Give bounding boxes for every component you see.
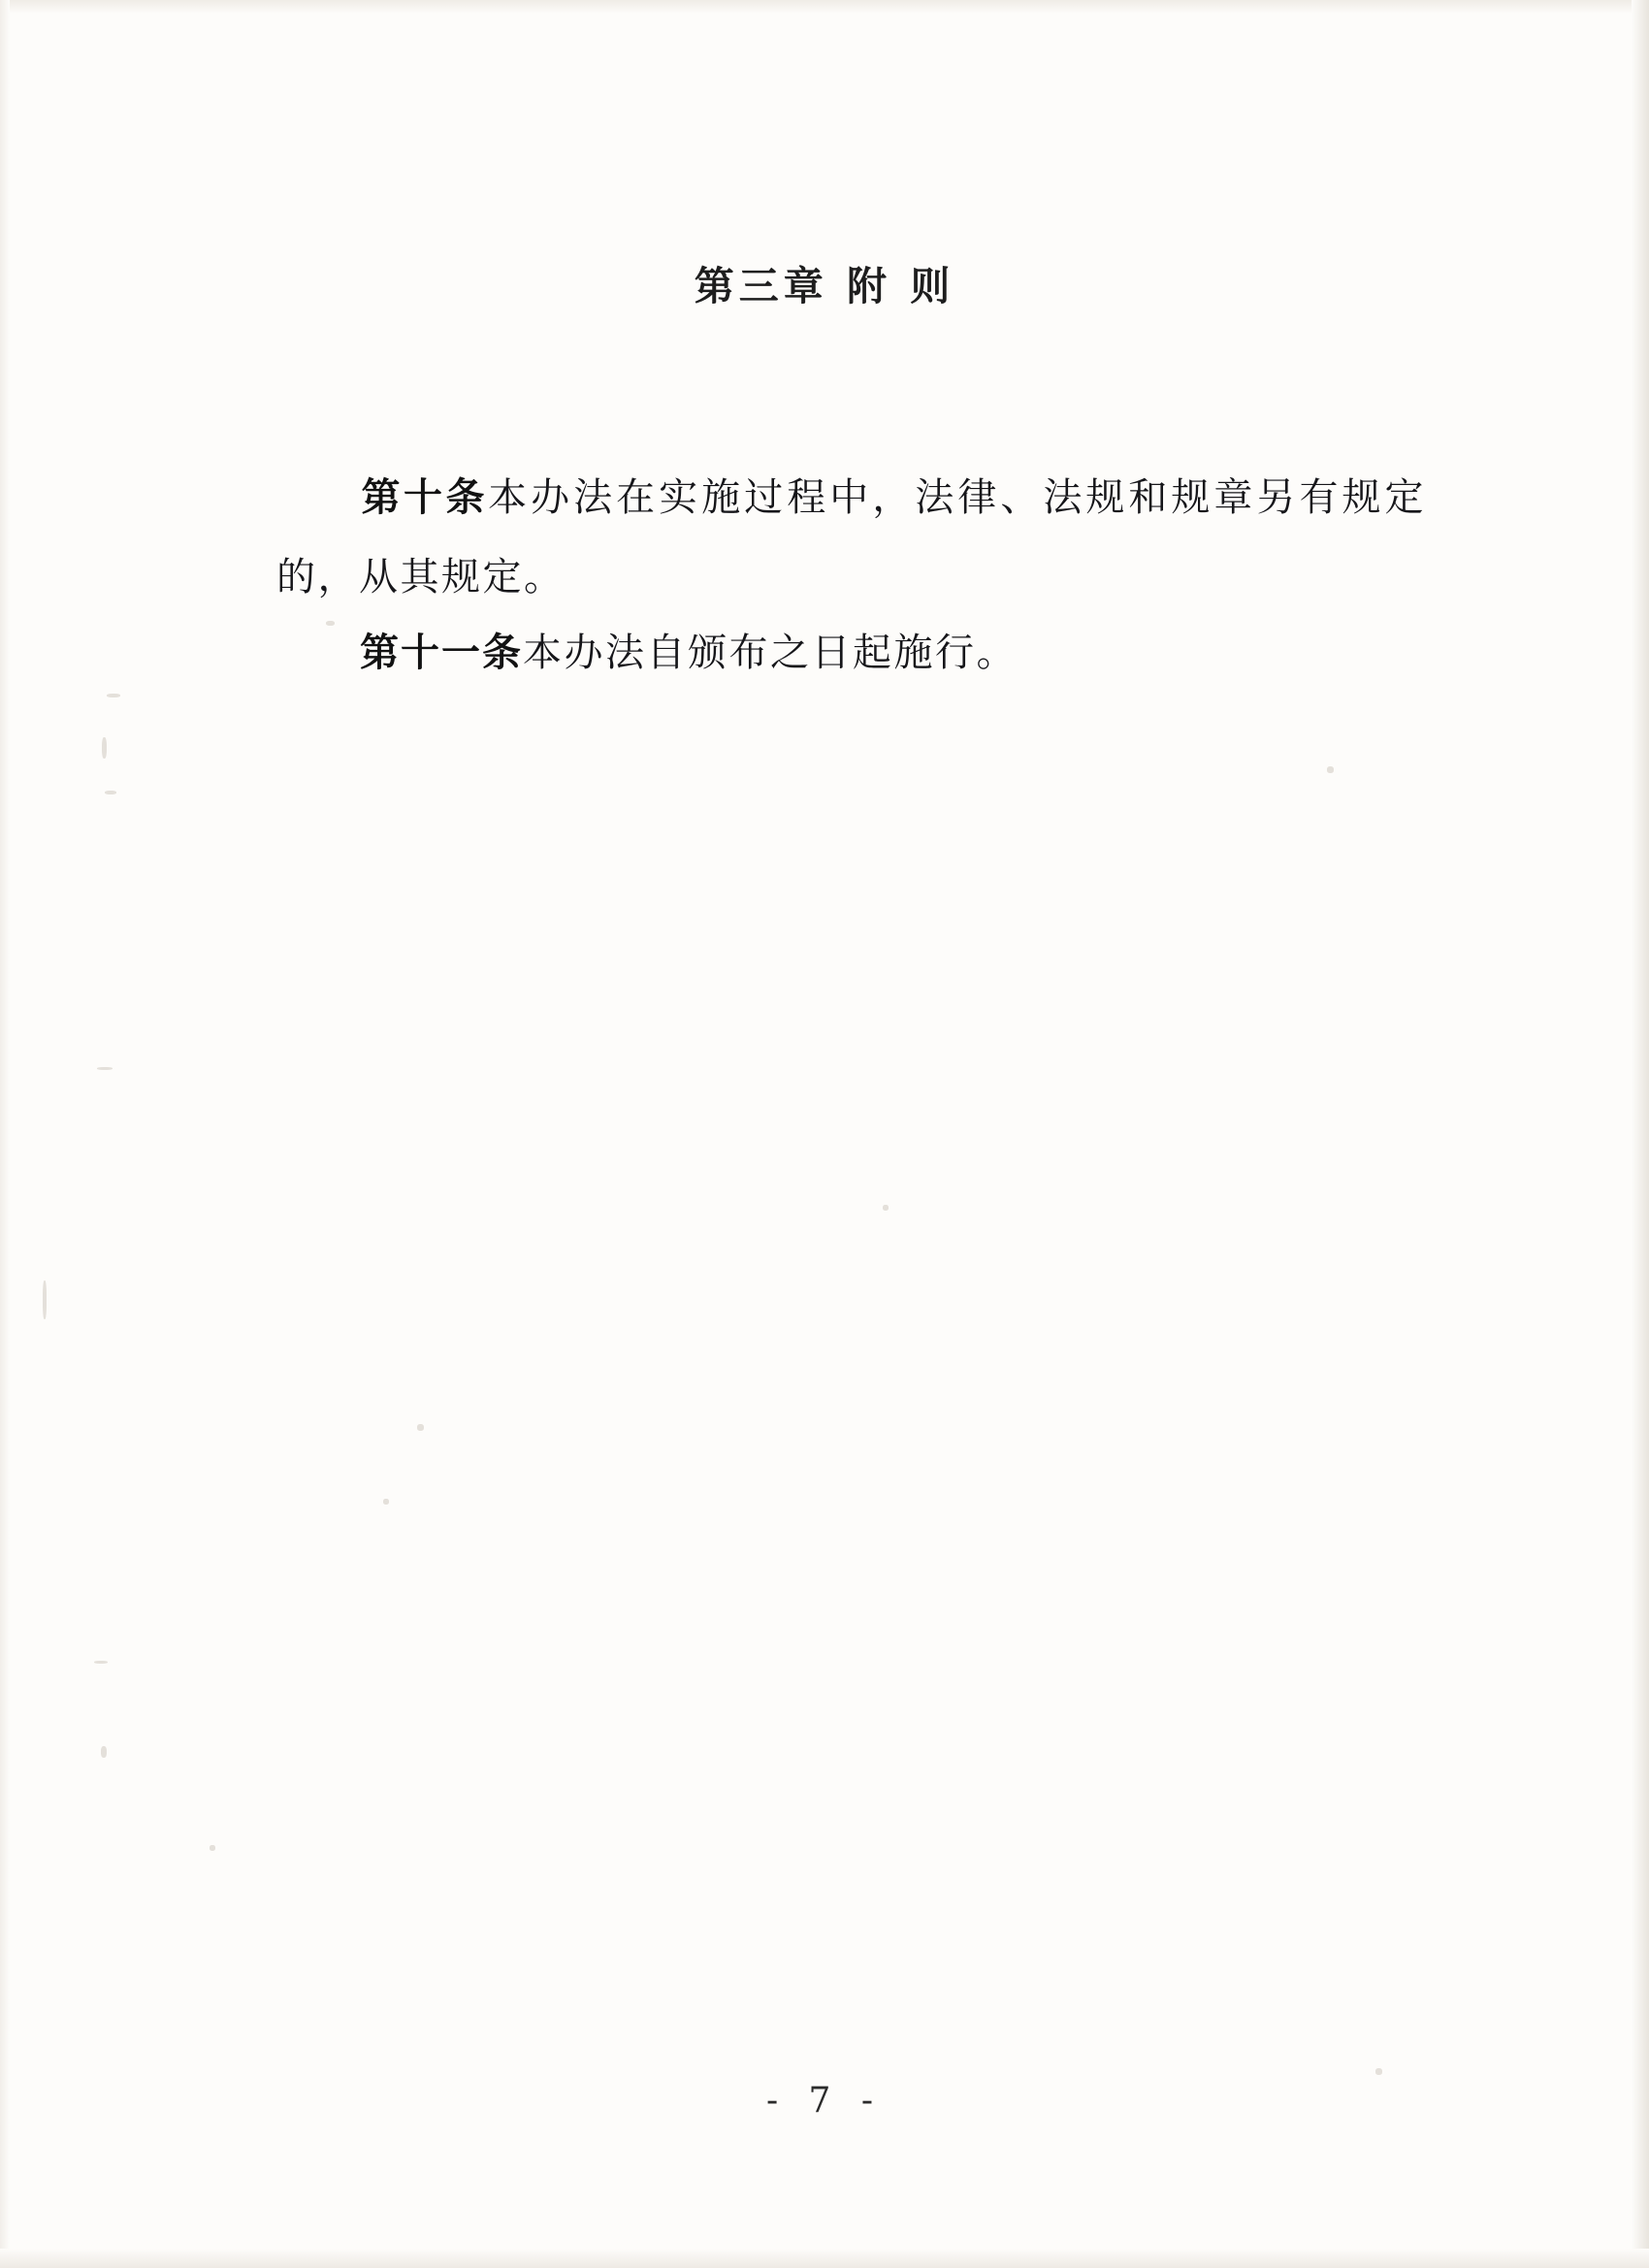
article-label: 第十条 (360, 475, 489, 520)
chapter-heading: 第三章 附 则 (694, 263, 955, 309)
article-text: 本办法在实施过程中，法律、法规和规章另有规定的，从其规定。 (276, 475, 1427, 599)
article-label: 第十一条 (360, 631, 523, 675)
article-text: 本办法自颁布之日起施行。 (523, 631, 1018, 675)
page-number: - 7 - (765, 2081, 884, 2121)
article-paragraph (276, 613, 1426, 693)
article-paragraph (276, 458, 1426, 617)
